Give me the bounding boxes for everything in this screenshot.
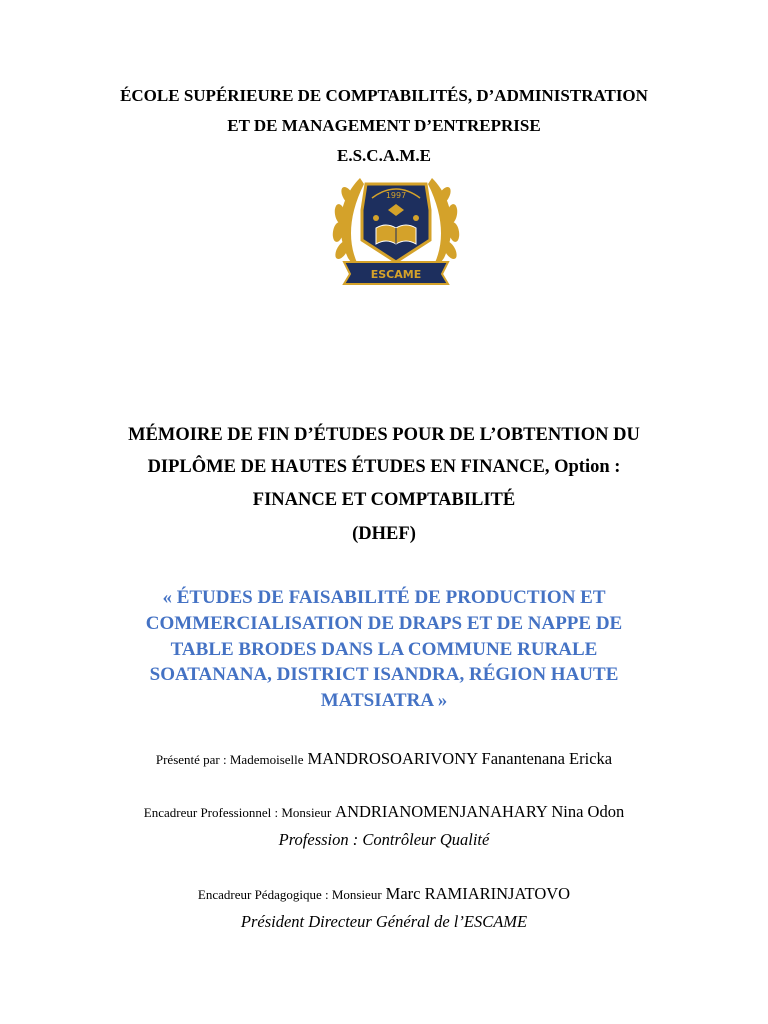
logo-year: 1997 [385, 191, 407, 200]
laurel-right-icon [428, 178, 461, 272]
laurel-left-icon [331, 178, 364, 272]
professional-supervisor-profession: Profession : Contrôleur Qualité [278, 830, 490, 849]
student-name: MANDROSOARIVONY Fanantenana Ericka [307, 749, 613, 768]
thesis-title-line-1: « ÉTUDES DE FAISABILITÉ DE PRODUCTION ET [162, 587, 606, 608]
professional-supervisor [0, 802, 768, 822]
thesis-title-line-4: SOATANANA, DISTRICT ISANDRA, RÉGION HAUTE [149, 664, 619, 685]
academic-supervisor-label: Encadreur Pédagogique : Monsieur [197, 887, 382, 902]
logo-banner [344, 262, 448, 284]
school-name-line-2: ET DE MANAGEMENT D’ENTREPRISE [227, 116, 541, 135]
professional-supervisor-label: Encadreur Professionnel : Monsieur [143, 805, 332, 820]
escame-logo [326, 170, 466, 288]
memoire-line-1: MÉMOIRE DE FIN D’ÉTUDES POUR DE L’OBTENTION DU [128, 425, 640, 445]
thesis-title-line-3: TABLE BRODES DANS LA COMMUNE RURALE [170, 639, 598, 660]
logo-banner-text: ESCAME [370, 268, 422, 281]
memoire-line-4: (DHEF) [352, 524, 416, 544]
academic-supervisor-name: Marc RAMIARINJATOVO [385, 884, 571, 903]
school-name-line-1: ÉCOLE SUPÉRIEURE DE COMPTABILITÉS, D’ADMINISTRATION [120, 86, 648, 105]
thesis-title-line-5: MATSIATRA » [320, 690, 448, 711]
academic-supervisor [0, 884, 768, 904]
presented-by [0, 749, 768, 769]
academic-supervisor-role: Président Directeur Général de l’ESCAME [240, 912, 528, 931]
thesis-title-line-2: COMMERCIALISATION DE DRAPS ET DE NAPPE DE [145, 613, 623, 634]
shield-icon [362, 184, 430, 262]
presented-by-label: Présenté par : Mademoiselle [155, 752, 304, 767]
memoire-line-2: DIPLÔME DE HAUTES ÉTUDES EN FINANCE, Option : [147, 457, 621, 477]
memoire-line-3: FINANCE ET COMPTABILITÉ [252, 490, 516, 510]
professional-supervisor-name: ANDRIANOMENJANAHARY Nina Odon [335, 802, 625, 821]
school-acronym: E.S.C.A.M.E [337, 146, 431, 165]
